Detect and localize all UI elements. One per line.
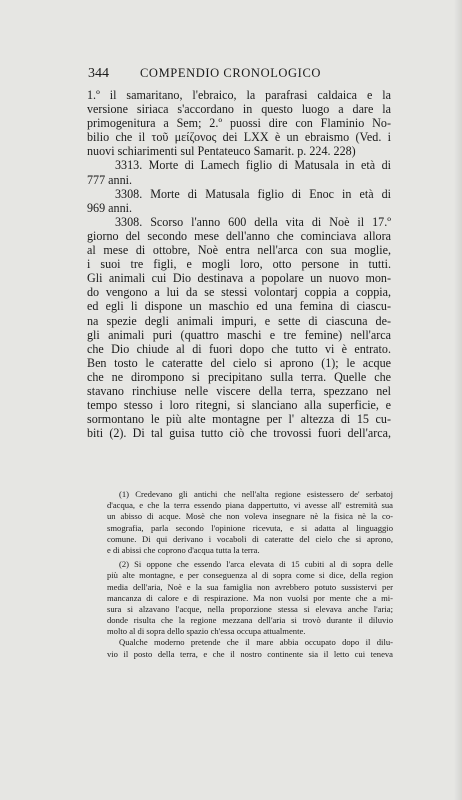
- footnote-line: (2) Si oppone che essendo l'arca elevata di 15 cubiti al di sopra delle: [119, 559, 393, 570]
- footnote-line: mancanza di calore e di respirazione. Ma non vuolsi por mente che a mi-: [107, 592, 393, 603]
- footnote-line: vio il posto della terra, e che il nostro continente sia il letto cui teneva: [107, 648, 393, 659]
- text-line: giorno del secondo mese dell'anno che cominciava allora: [87, 228, 391, 243]
- page-header: [88, 66, 388, 82]
- footnote-line: un abisso di acque. Mosè che non voleva insegnare nè la fisica nè la co-: [107, 511, 393, 522]
- footnote-line: media dell'aria, Noè e la sua famiglia non avrebbero potuto sussistervi per: [107, 581, 393, 592]
- text-line: sormontano le più alte montagne per l' altezza di 15 cu-: [87, 412, 391, 427]
- text-line: tempo stesso i loro ritegni, si slanciano alla superficie, e: [87, 398, 391, 413]
- text-line: gli animali puri (quattro maschi e tre femine) nell'arca: [87, 327, 391, 342]
- text-line: che ne dirompono si precipitano sulla terra. Quelle che: [87, 369, 391, 384]
- entry-line: 3308. Scorso l'anno 600 della vita di Noè il 17.º: [115, 214, 391, 229]
- running-title: COMPENDIO CRONOLOGICO: [140, 66, 322, 80]
- text-line: ed egli li dispone un maschio ed una femina di ciascu-: [87, 299, 391, 314]
- text-line: nuovi schiarimenti sul Pentateuco Samarit. p. 224. 228): [87, 144, 356, 159]
- footnote-line: più alte montagne, e per conseguenza al di sopra come si dice, della region: [107, 570, 393, 581]
- text-line: biti (2). Di tal guisa tutto ciò che trovossi fuori dell'arca,: [87, 426, 391, 441]
- scan-shadow: [454, 0, 462, 800]
- text-line: stavano rinchiuse nelle viscere della terra, spezzano nel: [87, 383, 391, 398]
- text-line: primogenitura a Sem; 2.º puossi dire con Flaminio No-: [87, 116, 391, 131]
- text-line: i suoi tre figli, e mogli loro, otto persone in tutti.: [87, 257, 391, 272]
- footnote-line: comune. Di qui derivano i vocaboli di cateratte del cielo che si aprono,: [107, 533, 393, 544]
- footnote-line: smografia, parla secondo l'opinione ricevuta, e si adatta al linguaggio: [107, 522, 393, 533]
- footnote-line: Qualche moderno pretende che il mare abbia occupato dopo il dilu-: [119, 637, 393, 648]
- text-line: Gli animali cui Dio destinava a popolare un nuovo mon-: [87, 271, 391, 286]
- text-line: bilio che il τοῦ μείζονος dei LXX è un ebraismo (Ved. i: [87, 130, 391, 145]
- main-text: [87, 88, 391, 440]
- footnotes: [107, 489, 393, 660]
- text-line: versione siriaca s'accordano in questo luogo a dare la: [87, 102, 391, 117]
- footnote-line: donde risulta che la regione mezzana dell'aria si trovò durante il diluvio: [107, 615, 393, 626]
- text-line: al mese di ottobre, Noè entra nell'arca con sua moglie,: [87, 243, 391, 258]
- text-line: Ben tosto le cateratte del cielo si aprono (1); le acque: [87, 355, 391, 370]
- footnote-line: d'acqua, e che la terra essendo piana dappertutto, vi avesse all' estremità sua: [107, 500, 393, 511]
- entry-line: 3313. Morte di Lamech figlio di Matusala in età di: [115, 158, 391, 173]
- text-line: che Dio chiude al di fuori dopo che tutto vi è entrato.: [87, 341, 391, 356]
- text-line: na spezie degli animali impuri, e sette di ciascuna de-: [87, 313, 391, 328]
- text-line: 1.º il samaritano, l'ebraico, la parafrasi caldaica e la: [87, 88, 391, 102]
- entry-line: 3308. Morte di Matusala figlio di Enoc in età di: [115, 186, 391, 201]
- footnote-line: molto al di sopra dello spazio ch'essa occupa attualmente.: [107, 626, 306, 637]
- text-line: do vengono a lui da se stessi volontarj coppia a coppia,: [87, 285, 391, 300]
- page-number: 344: [88, 66, 109, 81]
- footnote-line: e di abissi che coprono d'acqua tutta la terra.: [107, 544, 260, 555]
- text-line: 969 anni.: [87, 200, 133, 215]
- footnote-line: sura si alzavano l'acque, nella proporzione stessa si elevava anche l'aria;: [107, 603, 393, 614]
- text-line: 777 anni.: [87, 172, 133, 187]
- footnote-line: (1) Credevano gli antichi che nell'alta regione esistessero de' serbatoj: [119, 489, 393, 499]
